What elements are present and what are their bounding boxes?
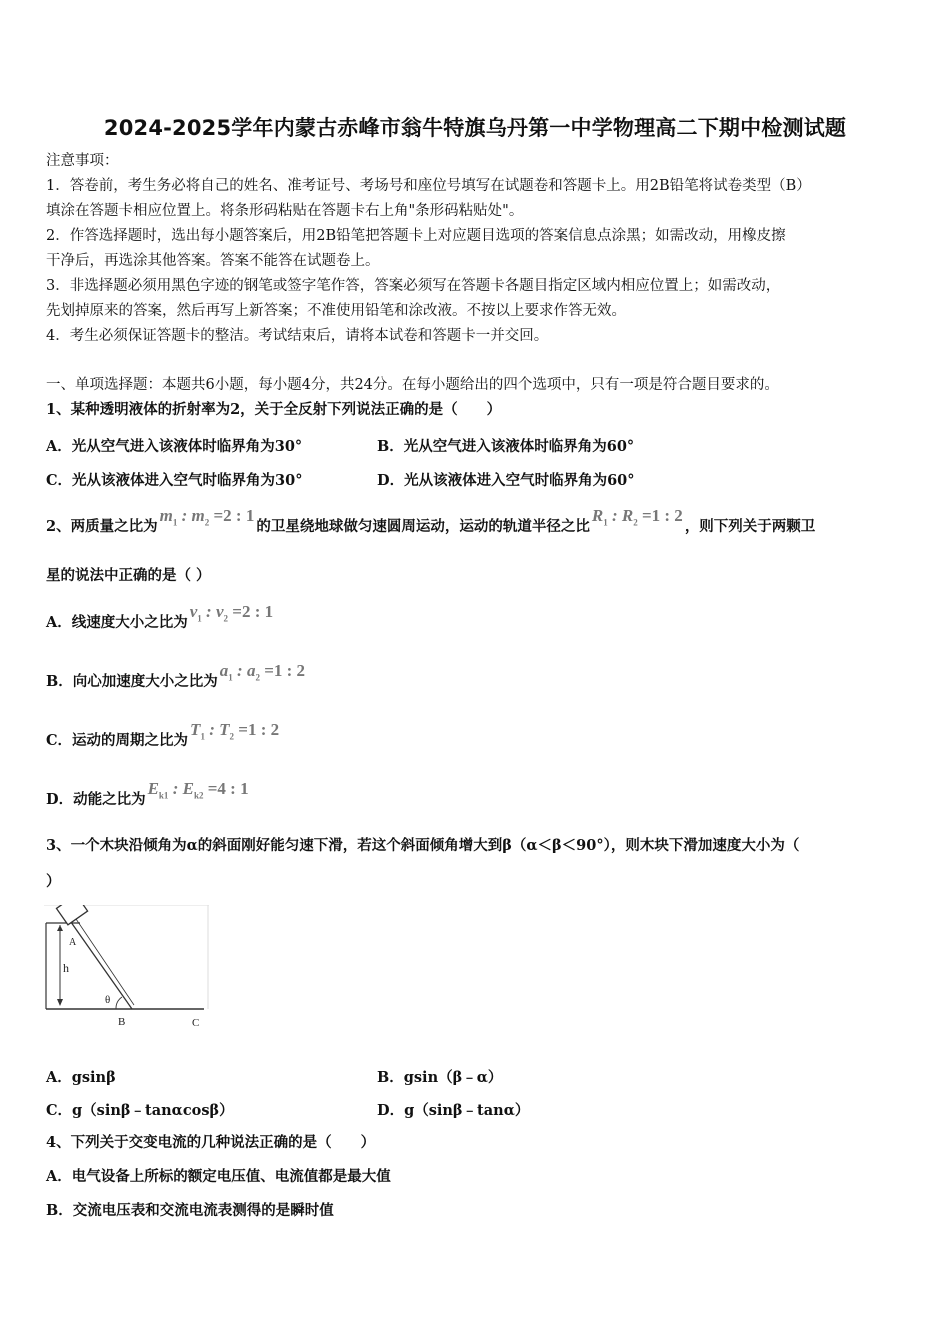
- q2-option-c: C．运动的周期之比为$T_1$ : $T_2 =1$ : 2: [46, 720, 280, 749]
- block: [56, 905, 87, 925]
- q2-text-part: 2、两质量之比为: [46, 518, 158, 535]
- q2-option-d: D．动能之比为$E_{k1}$ : $E_{k2} =4$ : 1: [46, 779, 249, 808]
- formula: $v_1$ : $v_2 =2$ : 1: [189, 602, 274, 624]
- angle-arc: [116, 997, 122, 1009]
- formula: $a_1$ : $a_2 =1$ : 2: [219, 661, 306, 683]
- q2-option-b: B．向心加速度大小之比为$a_1$ : $a_2 =1$ : 2: [46, 661, 306, 690]
- notice-line: 2．作答选择题时，选出每小题答案后，用2B铅笔把答题卡上对应题目选项的答案信息点涂黑；如需改动，用橡皮擦: [46, 228, 786, 244]
- section-heading: 一、单项选择题：本题共6小题，每小题4分，共24分。在每小题给出的四个选项中，只有一项是符合题目要求的。: [46, 377, 779, 393]
- q1-option-a: A．光从空气进入该液体时临界角为30°: [46, 438, 303, 455]
- q3-option-b: B．gsin（β﹣α）: [377, 1069, 503, 1086]
- question-4-stem: 4、下列关于交变电流的几种说法正确的是（ ）: [46, 1134, 376, 1151]
- q3-option-d: D．g（sinβ﹣tanα）: [377, 1102, 530, 1119]
- q1-option-c: C．光从该液体进入空气时临界角为30°: [46, 472, 303, 489]
- radius-ratio-formula: $R_1$ : $R_2 =1$ : 2: [591, 506, 683, 528]
- arrow-head-down: [57, 999, 63, 1006]
- notice-line: 先划掉原来的答案，然后再写上新答案；不准使用铅笔和涂改液。不按以上要求作答无效。: [46, 303, 626, 319]
- label-c: C: [192, 1017, 200, 1029]
- page-title: 2024-2025学年内蒙古赤峰市翁牛特旗乌丹第一中学物理高二下期中检测试题: [103, 116, 847, 140]
- q1-option-b: B．光从空气进入该液体时临界角为60°: [377, 438, 635, 455]
- incline-edge: [72, 913, 134, 1005]
- question-2-stem-cont: 星的说法中正确的是（ ）: [46, 567, 211, 584]
- notice-line: 3．非选择题必须用黑色字迹的钢笔或签字笔作答，答案必须写在答题卡各题目指定区域内相应位置上；如需改动，: [46, 278, 781, 294]
- notice-line: 干净后，再选涂其他答案。答案不能答在试题卷上。: [46, 253, 380, 269]
- label-b: B: [118, 1016, 126, 1028]
- question-2-stem: [46, 506, 908, 542]
- q2-text-part: 的卫星绕地球做匀速圆周运动，运动的轨道半径之比: [256, 518, 590, 535]
- q3-option-c: C．g（sinβ﹣tanαcosβ）: [46, 1102, 234, 1119]
- q1-option-d: D．光从该液体进入空气时临界角为60°: [377, 472, 635, 489]
- mass-ratio-formula: $m_1$ : $m_2 =2$ : 1: [159, 506, 255, 528]
- question-3-stem: 3、一个木块沿倾角为α的斜面刚好能匀速下滑，若这个斜面倾角增大到β（α＜β＜90°），则木块下滑加速度大小为（: [46, 837, 800, 854]
- formula: $T_1$ : $T_2 =1$ : 2: [190, 720, 280, 742]
- incline-surface: [66, 915, 132, 1009]
- label-theta: θ: [105, 994, 111, 1006]
- question-3-stem-cont: ）: [46, 873, 61, 890]
- incline-figure: [44, 905, 209, 1035]
- formula: $E_{k1}$ : $E_{k2} =4$ : 1: [147, 779, 249, 801]
- notice-line: 填涂在答题卡相应位置上。将条形码粘贴在答题卡右上角"条形码粘贴处"。: [46, 203, 524, 219]
- q2-text-part: ，则下列关于两颗卫: [684, 518, 816, 535]
- q2-option-a: A．线速度大小之比为$v_1$ : $v_2 =2$ : 1: [46, 602, 274, 631]
- notice-line: 1．答卷前，考生务必将自己的姓名、准考证号、考场号和座位号填写在试题卷和答题卡上。用2B铅笔将试卷类型（B）: [46, 178, 811, 194]
- q3-option-a: A．gsinβ: [46, 1069, 116, 1086]
- question-1-stem: 1、某种透明液体的折射率为2，关于全反射下列说法正确的是（ ）: [46, 401, 502, 418]
- notice-heading: 注意事项：: [46, 153, 119, 169]
- q4-option-a: A．电气设备上所标的额定电压值、电流值都是最大值: [46, 1168, 391, 1185]
- arrow-head-up: [57, 925, 63, 931]
- label-h: h: [63, 961, 69, 975]
- label-a: A: [69, 937, 77, 948]
- q4-option-b: B．交流电压表和交流电流表测得的是瞬时值: [46, 1202, 334, 1219]
- notice-line: 4．考生必须保证答题卡的整洁。考试结束后，请将本试卷和答题卡一并交回。: [46, 328, 549, 344]
